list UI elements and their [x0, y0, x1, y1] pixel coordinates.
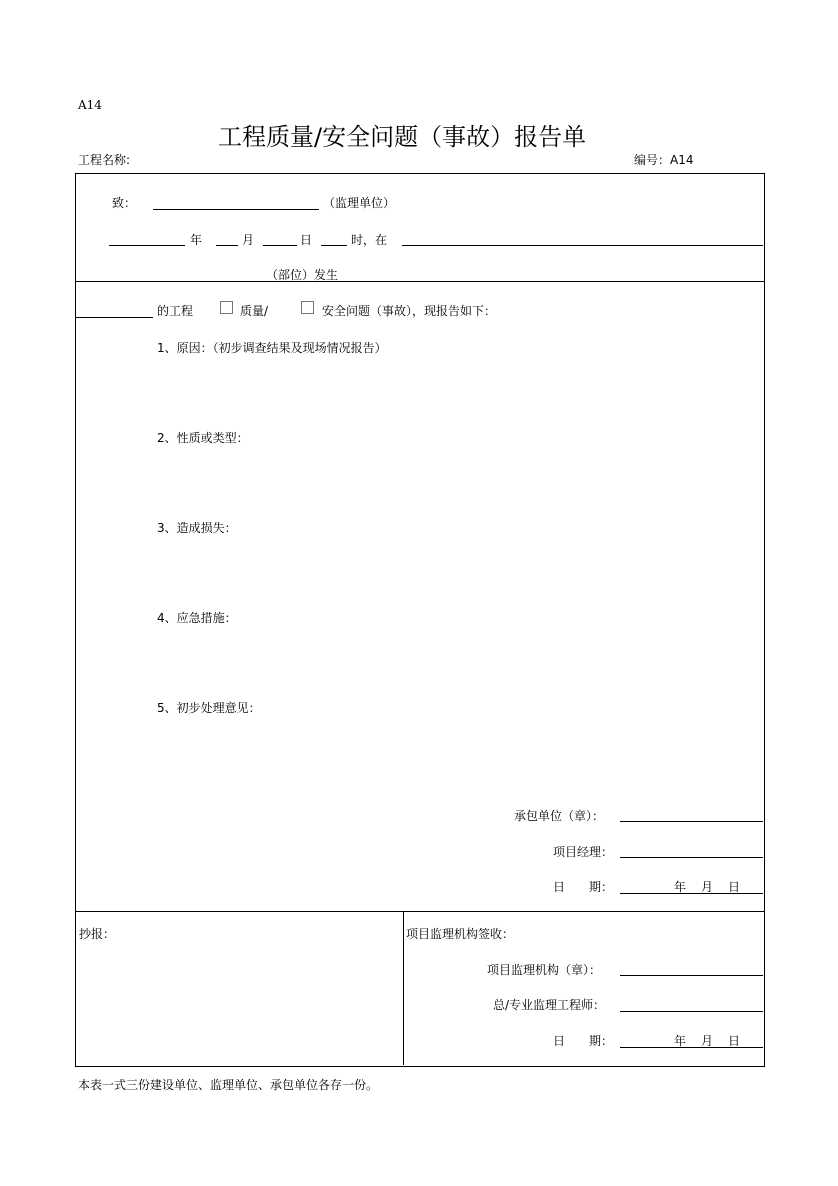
- contractor-unit-field[interactable]: [620, 821, 763, 822]
- contractor-date-label: 日 期：: [553, 880, 614, 894]
- year-field[interactable]: [109, 245, 185, 246]
- hour-label: 时，在: [351, 233, 388, 247]
- engineer-label: 总/专业监理工程师：: [493, 998, 606, 1012]
- supervision-org-label: 项目监理机构（章）：: [487, 963, 602, 977]
- contractor-date-day: 日: [728, 880, 741, 894]
- contractor-unit-label: 承包单位（章）：: [514, 809, 605, 823]
- item-emergency: 4、应急措施：: [157, 611, 237, 625]
- item-loss: 3、造成损失：: [157, 521, 237, 535]
- receipt-date-day: 日: [728, 1034, 741, 1048]
- receipt-heading: 项目监理机构签收：: [406, 927, 515, 941]
- form-number: 编号：A14: [634, 153, 694, 167]
- receipt-date-label: 日 期：: [553, 1034, 614, 1048]
- contractor-date-field[interactable]: [620, 893, 763, 894]
- item-nature: 2、性质或类型：: [157, 431, 249, 445]
- project-manager-label: 项目经理：: [553, 845, 614, 859]
- supervision-org-field[interactable]: [620, 975, 763, 976]
- safety-checkbox[interactable]: [301, 301, 314, 314]
- page-title: 工程质量/安全问题（事故）报告单: [218, 123, 587, 151]
- occurrence-field[interactable]: [348, 281, 763, 282]
- location-field[interactable]: [76, 281, 262, 282]
- project-name-label: 工程名称:: [78, 153, 131, 167]
- quality-checkbox[interactable]: [220, 301, 233, 314]
- day-label: 日: [300, 233, 313, 247]
- location-label: （部位）发生: [266, 268, 339, 282]
- year-label: 年: [190, 233, 203, 247]
- supervisor-unit-label: （监理单位）: [323, 196, 396, 210]
- hour-field[interactable]: [321, 245, 347, 246]
- month-label: 月: [242, 233, 255, 247]
- project-manager-field[interactable]: [620, 857, 763, 858]
- day-field[interactable]: [263, 245, 297, 246]
- item-cause: 1、原因：（初步调查结果及现场情况报告）: [157, 341, 387, 355]
- receipt-date-field[interactable]: [620, 1047, 763, 1048]
- divider-line: [403, 911, 404, 1065]
- project-field[interactable]: [76, 317, 153, 318]
- divider-line: [75, 911, 765, 912]
- receipt-date-year: 年: [674, 1034, 687, 1048]
- footer-note: 本表一式三份建设单位、监理单位、承包单位各存一份。: [78, 1078, 379, 1092]
- place-field[interactable]: [402, 245, 763, 246]
- contractor-date-month: 月: [701, 880, 714, 894]
- safety-label: 安全问题（事故），现报告如下：: [322, 304, 497, 318]
- receipt-date-month: 月: [701, 1034, 714, 1048]
- quality-label: 质量/: [240, 304, 269, 318]
- project-of-label: 的工程: [157, 304, 194, 318]
- cc-label: 抄报：: [79, 927, 116, 941]
- contractor-date-year: 年: [674, 880, 687, 894]
- item-opinion: 5、初步处理意见：: [157, 701, 261, 715]
- engineer-field[interactable]: [620, 1011, 763, 1012]
- supervisor-unit-field[interactable]: [153, 209, 319, 210]
- month-field[interactable]: [216, 245, 238, 246]
- form-code: A14: [78, 98, 102, 112]
- to-label: 致：: [112, 196, 137, 210]
